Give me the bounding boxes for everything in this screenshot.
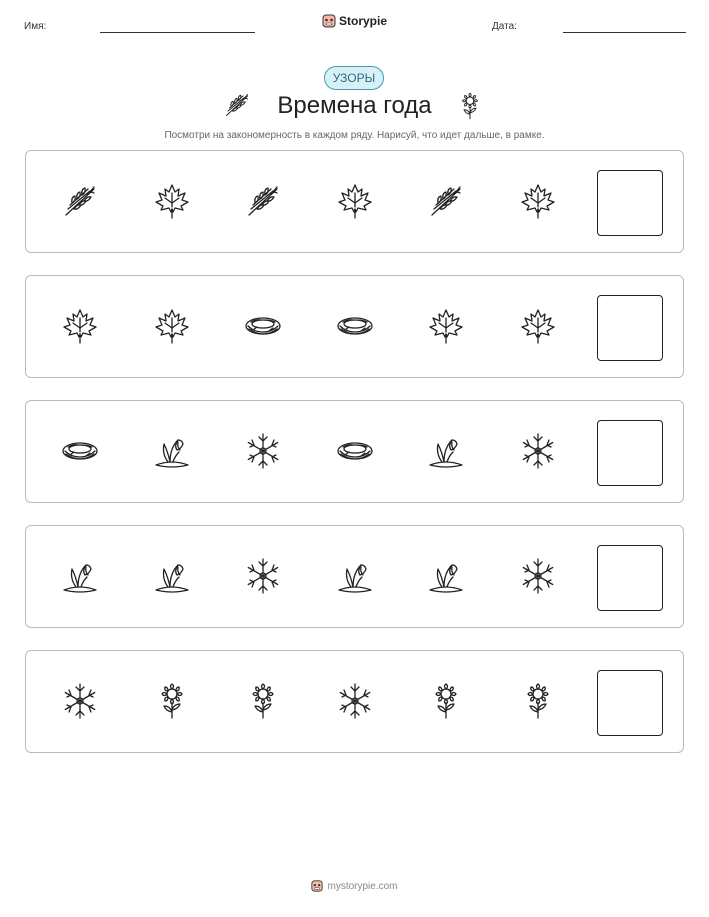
footer-mascot-icon xyxy=(311,879,323,893)
title-sunflower-icon xyxy=(455,90,485,122)
instruction-text: Посмотри на закономерность в каждом ряду. Нарисуй, что идет дальше, в рамке. xyxy=(164,130,545,141)
name-label: Имя: xyxy=(24,21,47,32)
pattern-item xyxy=(426,681,466,721)
nest-icon xyxy=(243,306,283,346)
category-badge: УЗОРЫ xyxy=(324,66,384,90)
snowdrop-icon xyxy=(335,556,375,596)
pattern-item xyxy=(335,556,375,596)
sunflower-icon xyxy=(455,90,485,122)
snowdrop-icon xyxy=(426,431,466,471)
pattern-item xyxy=(335,181,375,221)
pattern-item xyxy=(426,556,466,596)
maple-leaf-icon xyxy=(518,181,558,221)
pattern-item xyxy=(518,181,558,221)
answer-box[interactable] xyxy=(597,420,663,486)
pattern-item xyxy=(243,306,283,346)
pattern-item xyxy=(243,181,283,221)
maple-leaf-icon xyxy=(60,306,100,346)
pattern-item xyxy=(60,431,100,471)
nest-icon xyxy=(335,306,375,346)
pattern-item xyxy=(335,431,375,471)
date-field-line[interactable] xyxy=(563,32,686,33)
snowdrop-icon xyxy=(60,556,100,596)
snowflake-icon xyxy=(60,681,100,721)
snowdrop-icon xyxy=(152,431,192,471)
pattern-item xyxy=(518,556,558,596)
footer xyxy=(0,879,709,893)
sunflower-icon xyxy=(426,681,466,721)
snowflake-icon xyxy=(518,431,558,471)
maple-leaf-icon xyxy=(152,306,192,346)
pattern-item xyxy=(518,431,558,471)
name-field-line[interactable] xyxy=(100,32,255,33)
pattern-item xyxy=(60,306,100,346)
answer-box[interactable] xyxy=(597,545,663,611)
snowflake-icon xyxy=(518,556,558,596)
answer-box[interactable] xyxy=(597,670,663,736)
sunflower-icon xyxy=(243,681,283,721)
pattern-item xyxy=(152,431,192,471)
pattern-row-1 xyxy=(25,150,684,253)
sunflower-icon xyxy=(518,681,558,721)
maple-leaf-icon xyxy=(152,181,192,221)
pattern-item xyxy=(60,556,100,596)
logo-text: Storypie xyxy=(339,14,388,28)
nest-icon xyxy=(335,431,375,471)
pattern-item xyxy=(335,306,375,346)
maple-leaf-icon xyxy=(426,306,466,346)
pattern-item xyxy=(152,181,192,221)
pattern-item xyxy=(518,681,558,721)
pattern-item xyxy=(243,681,283,721)
answer-box[interactable] xyxy=(597,170,663,236)
answer-box[interactable] xyxy=(597,295,663,361)
snowflake-icon xyxy=(243,431,283,471)
pattern-row-4 xyxy=(25,525,684,628)
pattern-item xyxy=(426,306,466,346)
maple-leaf-icon xyxy=(335,181,375,221)
maple-leaf-icon xyxy=(518,306,558,346)
wheat-icon xyxy=(243,181,283,221)
pattern-item xyxy=(243,431,283,471)
pattern-item xyxy=(335,681,375,721)
snowflake-icon xyxy=(243,556,283,596)
wheat-icon xyxy=(426,181,466,221)
date-label: Дата: xyxy=(492,21,517,32)
pattern-item xyxy=(426,181,466,221)
storypie-logo xyxy=(322,13,387,29)
storypie-mascot-icon xyxy=(322,13,336,29)
pattern-item xyxy=(60,681,100,721)
pattern-row-3 xyxy=(25,400,684,503)
pattern-item xyxy=(518,306,558,346)
wheat-icon xyxy=(60,181,100,221)
pattern-row-2 xyxy=(25,275,684,378)
snowdrop-icon xyxy=(152,556,192,596)
footer-link[interactable]: mystorypie.com xyxy=(327,880,398,892)
snowdrop-icon xyxy=(426,556,466,596)
pattern-item xyxy=(152,681,192,721)
sunflower-icon xyxy=(152,681,192,721)
pattern-item xyxy=(243,556,283,596)
snowflake-icon xyxy=(335,681,375,721)
pattern-item xyxy=(152,306,192,346)
nest-icon xyxy=(60,431,100,471)
page-title: Времена года xyxy=(277,92,432,119)
pattern-item xyxy=(152,556,192,596)
pattern-item xyxy=(60,181,100,221)
pattern-row-5 xyxy=(25,650,684,753)
pattern-item xyxy=(426,431,466,471)
